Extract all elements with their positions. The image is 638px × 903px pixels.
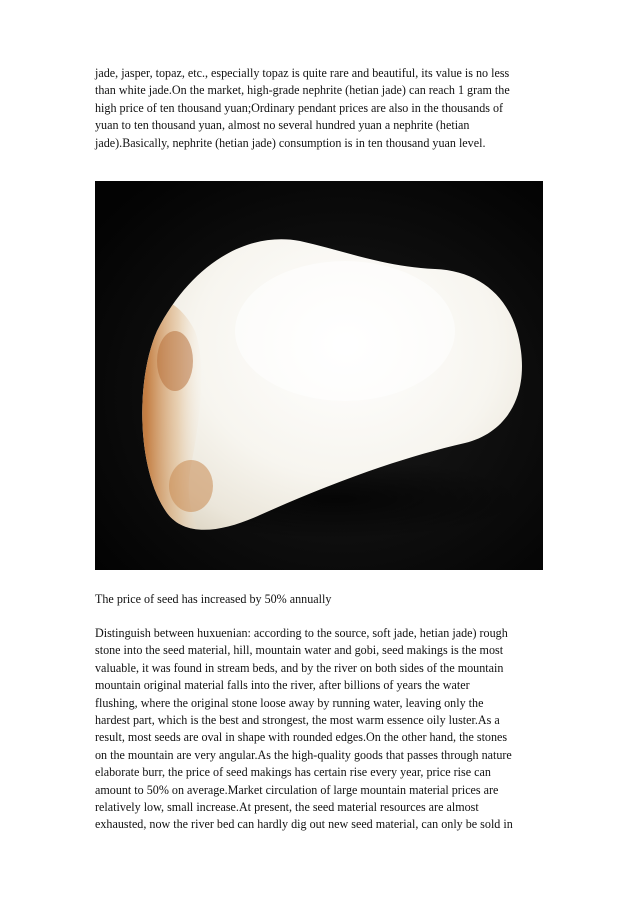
paragraph-seed-material <box>95 625 547 834</box>
text-line: yuan to ten thousand yuan, almost no several hundred yuan a nephrite (hetian <box>95 118 470 133</box>
text-line: than white jade.On the market, high-grade nephrite (hetian jade) can reach 1 gram the <box>95 83 510 98</box>
text-line: valuable, it was found in stream beds, and by the river on both sides of the mountain <box>95 660 504 675</box>
paragraph-jade-prices <box>95 65 547 152</box>
text-line: Distinguish between huxuenian: according to the source, soft jade, hetian jade) rough <box>95 626 508 640</box>
text-line: jade, jasper, topaz, etc., especially topaz is quite rare and beautiful, its value is no less <box>95 66 510 80</box>
text-line: stone into the seed material, hill, mountain water and gobi, seed makings is the most <box>95 643 504 658</box>
text-line: high price of ten thousand yuan;Ordinary pendant prices are also in the thousands of <box>95 100 504 115</box>
text-line: exhausted, now the river bed can hardly dig out new seed material, can only be sold in <box>95 817 513 832</box>
text-line: hardest part, which is the best and strongest, the most warm essence oily luster.As a <box>95 713 500 728</box>
text-line: jade).Basically, nephrite (hetian jade) consumption is in ten thousand yuan level. <box>95 135 486 150</box>
text-line: elaborate burr, the price of seed makings has certain rise every year, price rise can <box>95 765 491 780</box>
jade-stone-photo <box>95 181 543 570</box>
text-line: relatively low, small increase.At present, the seed material resources are almost <box>95 800 479 815</box>
jade-stone-illustration <box>95 181 543 570</box>
text-line: result, most seeds are oval in shape with rounded edges.On the other hand, the stones <box>95 730 508 745</box>
text-line: amount to 50% on average.Market circulation of large mountain material prices are <box>95 782 499 797</box>
caption-text: The price of seed has increased by 50% annually <box>95 592 332 606</box>
text-line: mountain original material falls into the river, after billions of years the water <box>95 678 470 693</box>
text-line: flushing, where the original stone loose away by running water, leaving only the <box>95 695 484 710</box>
text-line: on the mountain are very angular.As the high-quality goods that passes through nature <box>95 747 512 762</box>
photo-caption <box>95 591 547 608</box>
